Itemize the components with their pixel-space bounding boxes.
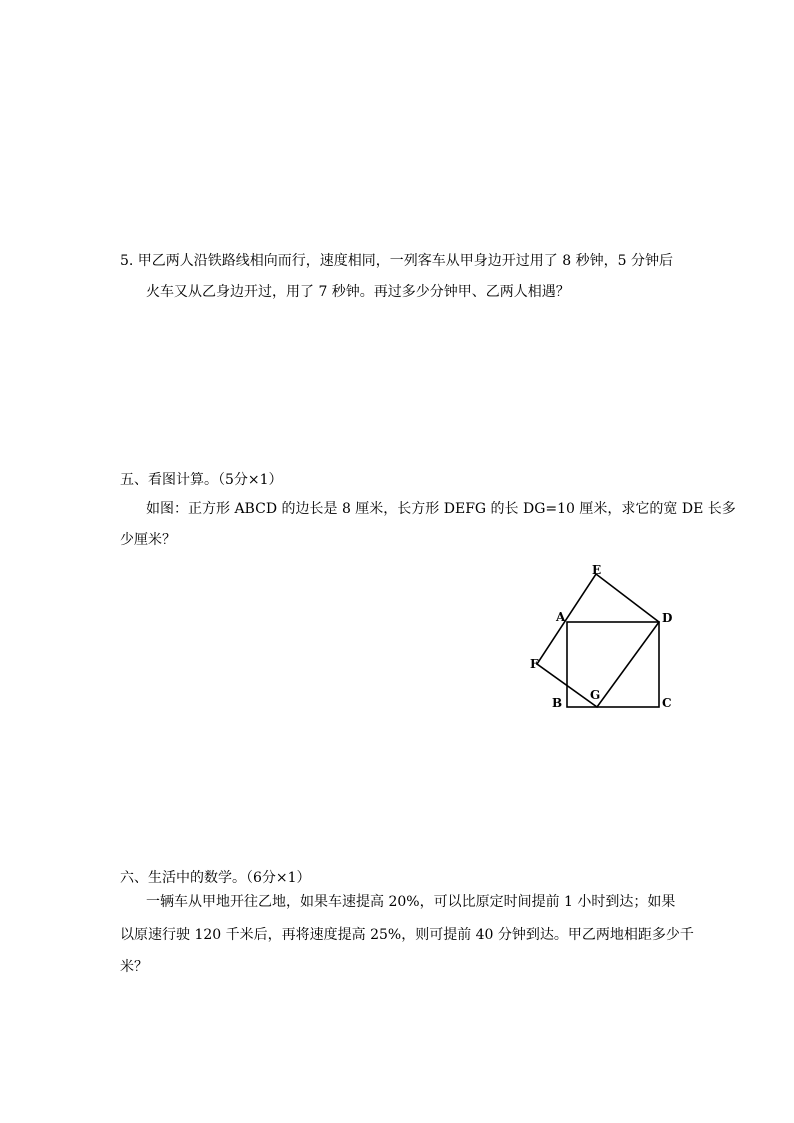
square-abcd xyxy=(567,622,659,707)
label-b: B xyxy=(552,696,563,710)
label-e: E xyxy=(592,563,602,577)
section-5-text-line-2: 少厘米？ xyxy=(120,532,176,548)
section-6-text-line-3: 米？ xyxy=(120,959,148,975)
q5-text-line-1: 5. 甲乙两人沿铁路线相向而行，速度相同，一列客车从甲身边开过用了 8 秒钟，5 分钟后 xyxy=(120,253,673,269)
section-6-text-line-2: 以原速行驶 120 千米后，再将速度提高 25%，则可提前 40 分钟到达。甲乙两地相距多少千 xyxy=(120,927,694,943)
label-d: D xyxy=(662,611,673,625)
label-g: G xyxy=(590,688,601,702)
section-6-text-line-1: 一辆车从甲地开往乙地，如果车速提高 20%，可以比原定时间提前 1 小时到达；如果 xyxy=(146,894,676,910)
label-a: A xyxy=(556,610,566,624)
section-6-heading: 六、生活中的数学。（6分×1） xyxy=(120,870,311,886)
q5-text-line-2: 火车又从乙身边开过，用了 7 秒钟。再过多少分钟甲、乙两人相遇？ xyxy=(146,284,570,300)
section-5-heading: 五、看图计算。（5分×1） xyxy=(120,472,283,488)
label-f: F xyxy=(530,657,539,671)
geometry-figure xyxy=(520,555,680,720)
label-c: C xyxy=(662,696,672,710)
section-5-text-line-1: 如图：正方形 ABCD 的边长是 8 厘米，长方形 DEFG 的长 DG=10 厘米，求它的宽 DE 长多 xyxy=(146,501,736,517)
